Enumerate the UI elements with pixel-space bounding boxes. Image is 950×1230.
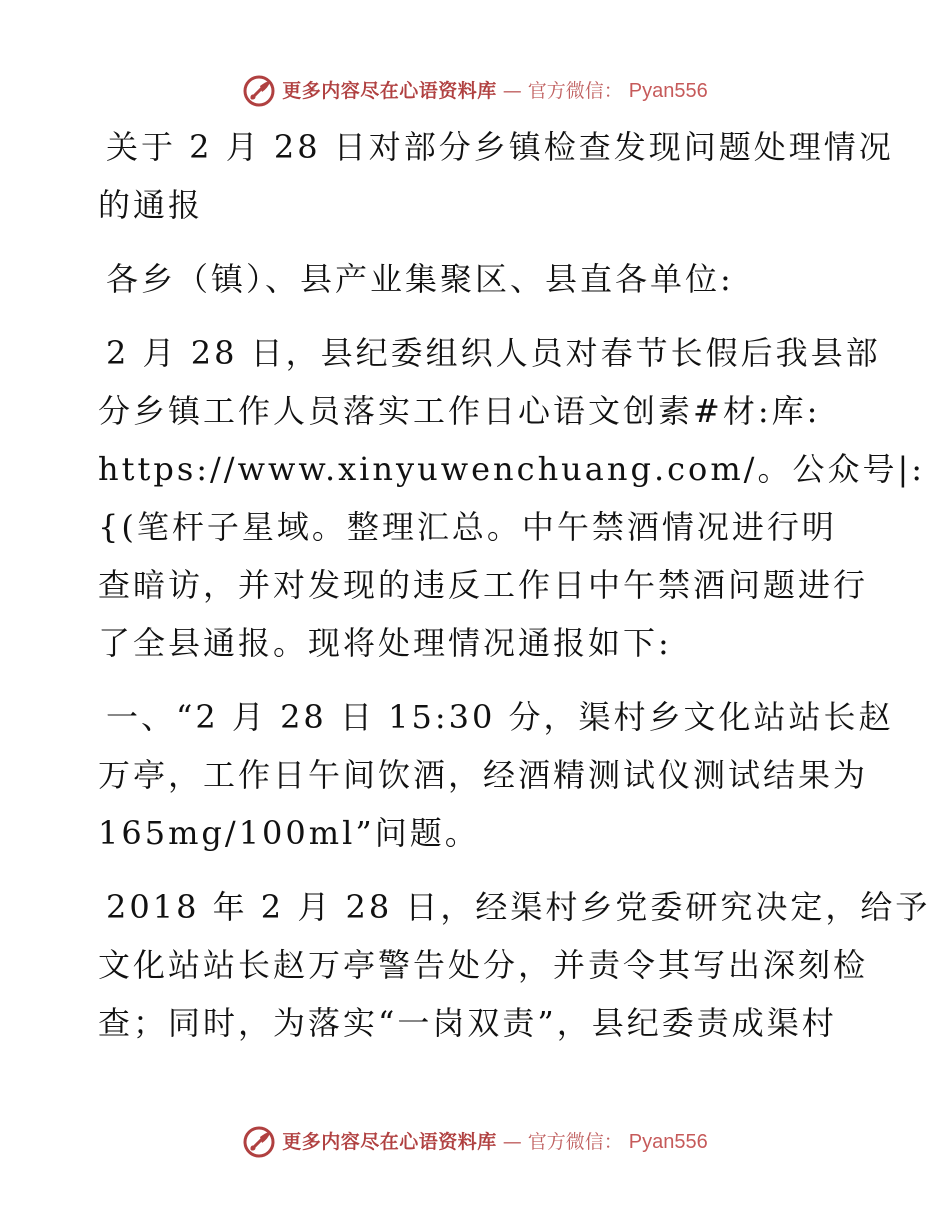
paragraph-line: 查暗访，并对发现的违反工作日中午禁酒问题进行 (98, 566, 869, 604)
title-line-1: 关于 2 月 28 日对部分乡镇检查发现问题处理情况 (106, 128, 894, 166)
header-watermark (0, 74, 950, 108)
paragraph-intro (98, 324, 926, 672)
document-body (98, 118, 931, 1068)
paragraph-line: 文化站站长赵万亭警告处分，并责令其写出深刻检 (98, 946, 869, 984)
watermark-wechat-id: Pyan556 (628, 1131, 708, 1153)
paragraph-line: 了全县通报。现将处理情况通报如下: (98, 624, 672, 662)
salutation (98, 250, 858, 308)
watermark-wechat-label: 官方微信： (527, 80, 623, 102)
item-one (98, 688, 894, 862)
watermark-wechat-id: Pyan556 (628, 80, 708, 102)
paragraph-line: https://www.xinyuwenchuang.com/。公众号|: (98, 450, 926, 488)
quill-logo-icon (242, 1125, 276, 1159)
paragraph-line: 分乡镇工作人员落实工作日心语文创素#材:库: (98, 392, 821, 430)
quill-logo-icon (242, 74, 276, 108)
watermark-main-text: 更多内容尽在心语资料库 (282, 80, 497, 102)
item-line: 万亭，工作日午间饮酒，经酒精测试仪测试结果为 (98, 756, 869, 794)
item-line: 一、“2 月 28 日 15:30 分，渠村乡文化站站长赵 (106, 698, 894, 736)
paragraph-line: 2 月 28 日，县纪委组织人员对春节长假后我县部 (106, 334, 881, 372)
watermark-main-text: 更多内容尽在心语资料库 (282, 1131, 497, 1153)
title-line-2: 的通报 (98, 186, 204, 224)
watermark-dash: — (502, 80, 522, 102)
footer-watermark (0, 1125, 950, 1159)
watermark-dash: — (502, 1131, 522, 1153)
document-title (98, 118, 894, 234)
watermark-wechat-label: 官方微信： (527, 1131, 623, 1153)
paragraph-line: {(笔杆子星域。整理汇总。中午禁酒情况进行明 (98, 508, 837, 546)
salutation-text: 各乡（镇）、县产业集聚区、县直各单位: (106, 260, 734, 298)
paragraph-line: 2018 年 2 月 28 日，经渠村乡党委研究决定，给予 (106, 888, 931, 926)
paragraph-decision (98, 878, 931, 1052)
item-line: 165mg/100ml”问题。 (98, 814, 480, 852)
paragraph-line: 查；同时，为落实“一岗双责”，县纪委责成渠村 (98, 1004, 837, 1042)
